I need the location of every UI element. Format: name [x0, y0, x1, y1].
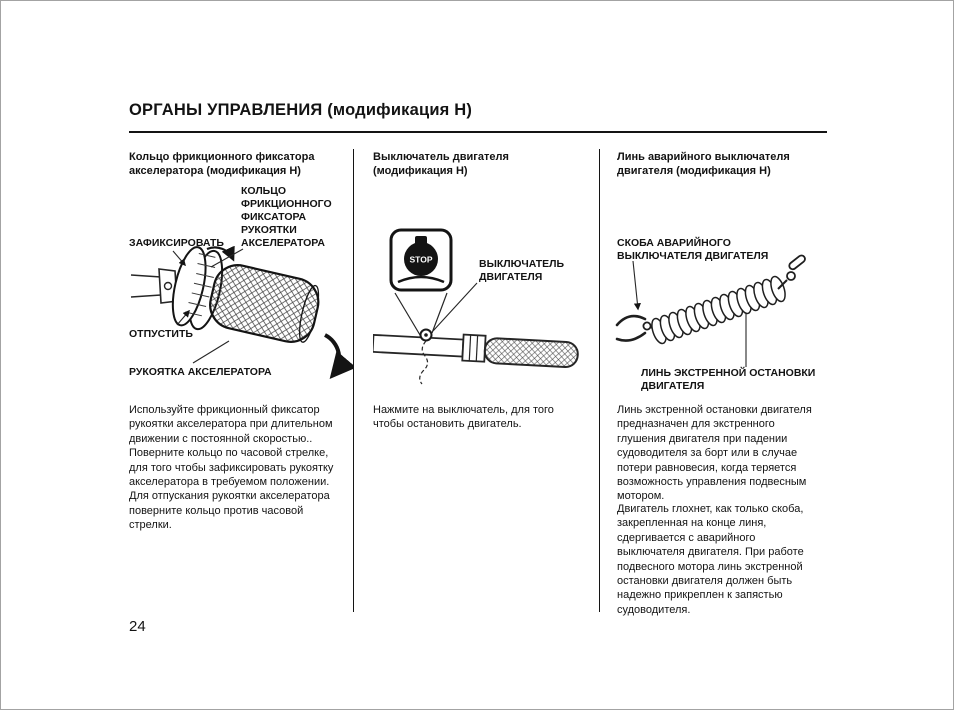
title-divider	[129, 131, 827, 133]
column-divider-1	[353, 149, 354, 612]
col3-heading: Линь аварийного выключателя двигателя (модификация H)	[617, 151, 790, 177]
col1-release-label: ОТПУСТИТЬ	[129, 328, 193, 340]
col3-clip-label: СКОБА АВАРИЙНОГО ВЫКЛЮЧАТЕЛЯ ДВИГАТЕЛЯ	[617, 237, 769, 262]
col3-lanyard-label: ЛИНЬ ЭКСТРЕННОЙ ОСТАНОВКИ ДВИГАТЕЛЯ	[641, 367, 816, 392]
column-divider-2	[599, 149, 600, 612]
stop-symbol	[389, 228, 453, 292]
page-number: 24	[129, 618, 146, 635]
col1-body-text: Используйте фрикционный фиксатор рукоятки акселератора при длительном движении с постоянной скоростью.. Поверните кольцо по часовой стрелке, для того чтобы зафиксировать рукоятку акселератора в требуемом положении. Для отпускания рукоятки акселератора поверните кольцо против часовой стрелки.	[129, 404, 334, 532]
stop-icon-label: STOP	[409, 254, 433, 265]
emergency-lanyard-illustration	[609, 249, 837, 371]
col1-throttle-grip-label: РУКОЯТКА АКСЕЛЕРАТОРА	[129, 366, 272, 378]
col2-engine-switch-label: ВЫКЛЮЧАТЕЛЬ ДВИГАТЕЛЯ	[479, 258, 565, 283]
col3-body-text-2: Двигатель глохнет, как только скоба, закрепленная на конце линя, сдергивается с аварийного выключателя двигателя. При работе подвесного мотора линь экстренной остановки двигателя должен быть надежно прикреплен к запястью судоводителя.	[617, 503, 804, 616]
col1-lock-label: ЗАФИКСИРОВАТЬ	[129, 237, 224, 249]
col3-body-text-1: Линь экстренной остановки двигателя предназначен для экстренного глушения двигателя при падении судоводителя за борт или в случае потери равновесия, когда теряется возможность управления подвесным мотором.	[617, 404, 812, 503]
engine-stop-icon	[389, 228, 453, 292]
col2-heading: Выключатель двигателя (модификация H)	[373, 151, 509, 177]
page-title: ОРГАНЫ УПРАВЛЕНИЯ (модификация H)	[129, 101, 473, 119]
col1-heading: Кольцо фрикционного фиксатора акселератора (модификация H)	[129, 151, 315, 177]
col2-body-text: Нажмите на выключатель, для того чтобы остановить двигатель.	[373, 404, 554, 431]
col1-friction-ring-label: КОЛЬЦО ФРИКЦИОННОГО ФИКСАТОРА РУКОЯТКИ АКСЕЛЕРАТОРА	[241, 185, 332, 249]
